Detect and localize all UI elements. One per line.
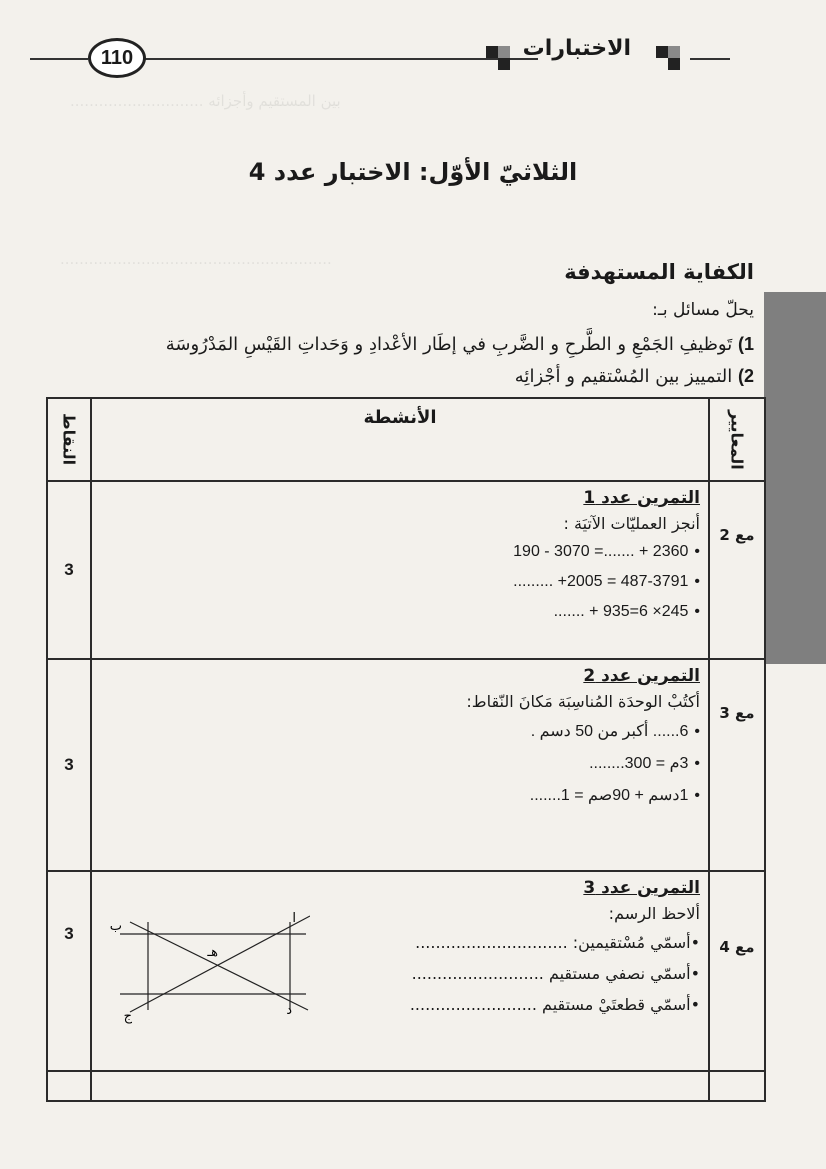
naming-item: •أسمّي نصفي مستقيم .......................... (411, 964, 700, 983)
page-number: 110 (88, 38, 146, 78)
point-label-j: ج (123, 1009, 132, 1024)
point-label-d: د (286, 1003, 292, 1018)
exercise-points: 3 (47, 871, 91, 1071)
side-tab-marker (764, 292, 826, 664)
exercise-2 (92, 660, 708, 870)
operation-item: •....... + 935=6 ×245 (553, 603, 700, 620)
section-title: الاختبارات (522, 36, 631, 61)
geometry-figure (110, 912, 310, 1032)
exercise-prompt: أنجز العمليّات الآتيَة : (563, 514, 700, 533)
bleed-through-text: ......................................................... (60, 250, 332, 268)
goal-number: 1) (737, 334, 754, 354)
goal-1 (166, 334, 754, 355)
unit-item: •6...... أكبر من 50 دسم . (530, 723, 700, 740)
exercise-points: 3 (47, 659, 91, 871)
diagonal-1 (130, 922, 308, 1010)
table-row (47, 659, 765, 871)
exercise-1 (92, 482, 708, 658)
table-header-row (47, 398, 765, 481)
goal-text: التمييز بين المُسْتقيم و أجْزائِه (514, 366, 733, 387)
goal-2 (515, 366, 754, 387)
criterion-label: مع 4 (709, 871, 765, 1071)
table-row-empty (47, 1071, 765, 1101)
unit-item: •3م = 300........ (589, 755, 700, 772)
exercise-prompt: ألاحظ الرسم: (608, 904, 700, 923)
exercise-points: 3 (47, 481, 91, 659)
test-title: الثلاثيّ الأوّل: الاختبار عدد 4 (248, 158, 578, 186)
table-row (47, 871, 765, 1071)
activities-table (46, 397, 766, 1102)
goal-number: 2) (737, 366, 754, 386)
naming-item: •أسمّي مُسْتقيمين: .............................. (415, 933, 700, 952)
exercise-title: التمرين عدد 3 (583, 878, 700, 898)
points-column-header: النقاط (59, 413, 79, 466)
table-row (47, 481, 765, 659)
competence-heading: الكفاية المستهدفة (564, 260, 754, 284)
activities-column-header: الأنشطة (91, 398, 709, 481)
goal-text: تَوظيفِ الجَمْعِ و الطَّرحِ و الضَّربِ في إطَار الأعْدادِ و وَحَداتِ القَيْسِ المَدْرُوسَة (165, 334, 733, 355)
header-rule-left (30, 58, 88, 60)
point-label-h: هـ (207, 945, 218, 960)
header-rule-middle (140, 58, 538, 60)
exercise-title: التمرين عدد 2 (583, 666, 700, 686)
bleed-through-text: بين المستقيم وأجزائه ............................ (70, 92, 341, 110)
operation-item: •190 - 3070 =....... + 2360 (513, 543, 700, 560)
point-label-b: ب (110, 919, 122, 934)
competence-intro: يحلّ مسائل بـ: (652, 300, 754, 320)
criterion-label: مع 2 (709, 481, 765, 659)
header-rule-right (690, 58, 730, 60)
unit-item: •1دسم + 90صم = 1....... (529, 787, 700, 804)
criterion-label: مع 3 (709, 659, 765, 871)
exercise-title: التمرين عدد 1 (583, 488, 700, 508)
exercise-3 (92, 872, 708, 1070)
operation-item: •......... +2005 = 487-3791 (513, 573, 700, 590)
point-label-a: أ (292, 912, 296, 926)
criteria-column-header: المعايير (727, 409, 747, 470)
exercise-prompt: أكتُبْ الوحدَة المُناسِبَة مَكانَ النّقاط: (466, 692, 700, 711)
naming-item: •أسمّي قطعتَيْ مستقيم ......................... (409, 995, 700, 1014)
